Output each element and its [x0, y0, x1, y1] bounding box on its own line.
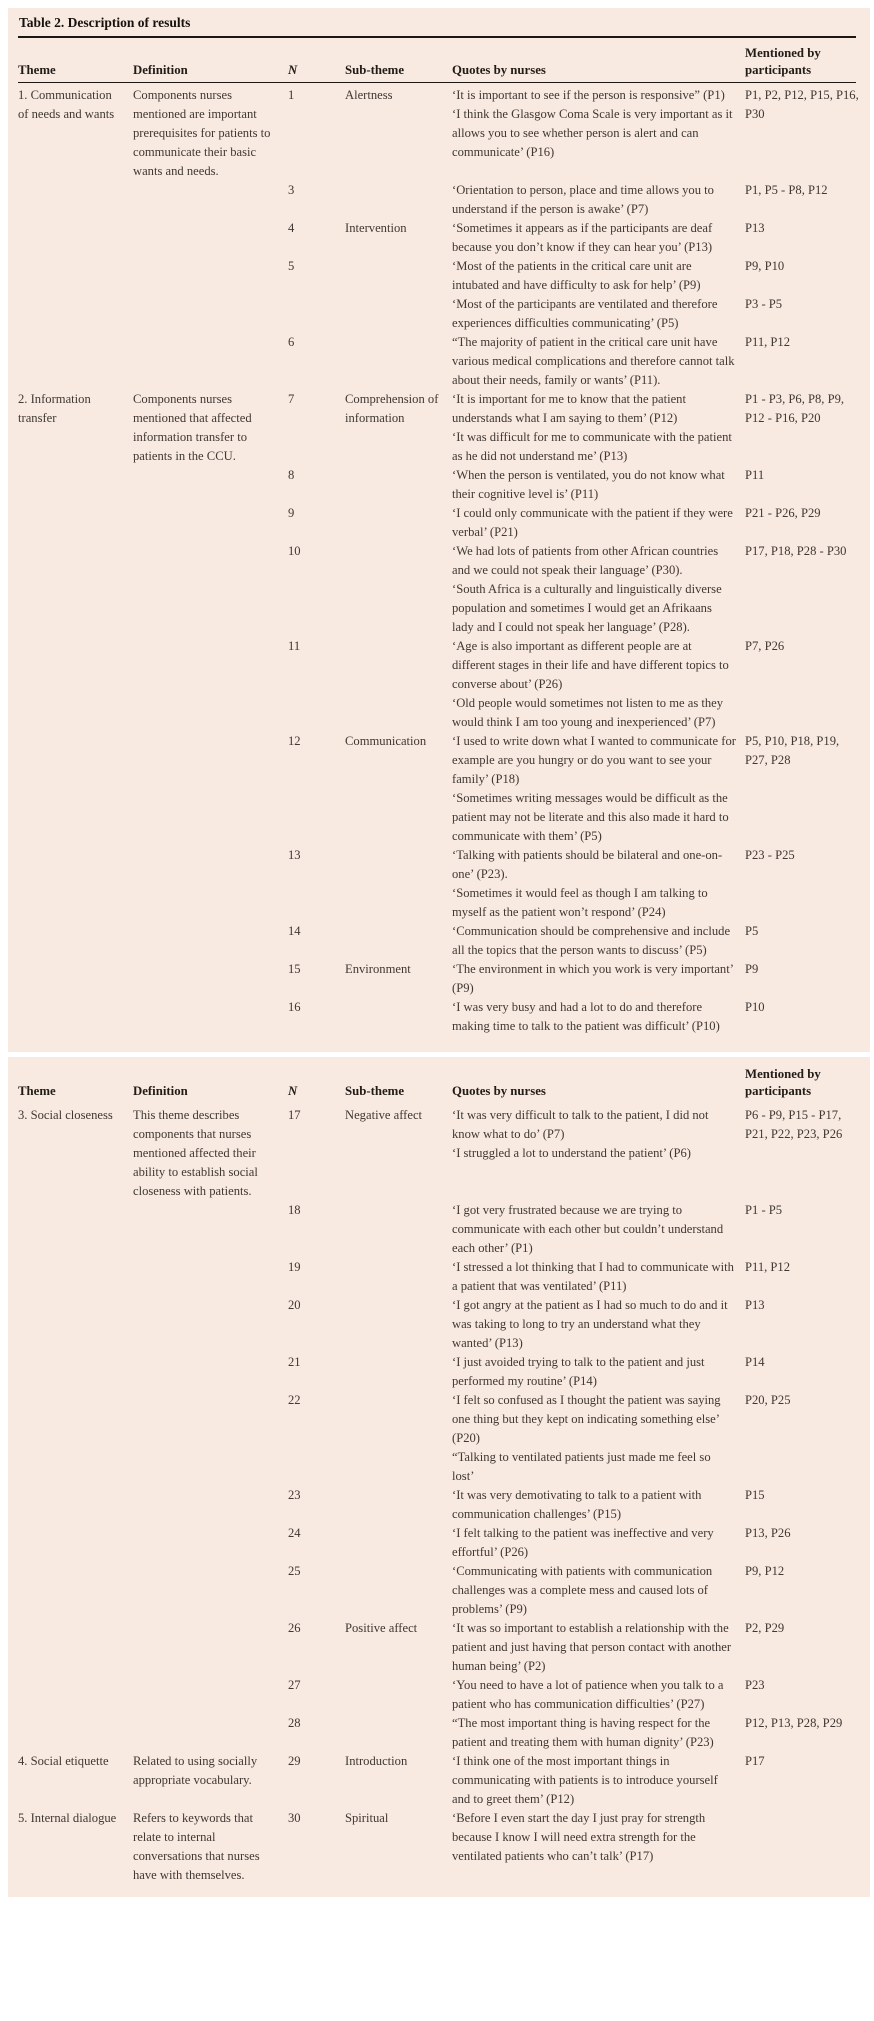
quote-text: “The most important thing is having respect for the patient and treating them with human dignity’ (P23) — [452, 1716, 714, 1749]
quote-text: “Talking to ventilated patients just made me feel so lost’ — [452, 1450, 711, 1483]
table-row — [18, 732, 862, 846]
cell-mentioned: P23 — [745, 1678, 765, 1692]
cell-mentioned: P9, P12 — [745, 1564, 785, 1578]
cell-n: 28 — [288, 1716, 301, 1730]
cell-quotes — [452, 1258, 745, 1296]
cell-quotes — [452, 1562, 745, 1619]
cell-mentioned: P11, P12 — [745, 1260, 791, 1274]
table-body-1 — [18, 83, 862, 1036]
quote-text: ‘Orientation to person, place and time allows you to understand if the person is awake’ (P7) — [452, 183, 714, 216]
cell-quotes — [452, 846, 745, 922]
cell-subtheme: Introduction — [345, 1754, 408, 1768]
column-header-definition: Definition — [133, 63, 188, 77]
cell-n: 22 — [288, 1393, 301, 1407]
quote-text: ‘Most of the participants are ventilated and therefore experiences difficulties communicating’ (P5) — [452, 297, 718, 330]
cell-mentioned: P13 — [745, 221, 765, 235]
cell-mentioned: P1, P5 - P8, P12 — [745, 183, 828, 197]
cell-mentioned: P11 — [745, 468, 765, 482]
table-row — [18, 1809, 862, 1885]
cell-definition: Refers to keywords that relate to internal conversations that nurses have with themselves. — [133, 1811, 260, 1882]
table-row — [18, 1524, 862, 1562]
cell-quotes — [452, 86, 745, 162]
table-row — [18, 846, 862, 922]
cell-mentioned: P20, P25 — [745, 1393, 791, 1407]
table-row — [18, 1106, 862, 1201]
cell-definition: Components nurses mentioned that affected information transfer to patients in the CCU. — [133, 392, 252, 463]
table-header-2 — [18, 1059, 856, 1103]
cell-subtheme: Environment — [345, 962, 411, 976]
cell-n: 10 — [288, 544, 301, 558]
cell-quotes — [452, 504, 745, 542]
table-panel-1 — [8, 8, 870, 1052]
cell-n: 13 — [288, 848, 301, 862]
cell-theme: 3. Social closeness — [18, 1108, 113, 1122]
quote-text: ‘It was very difficult to talk to the patient, I did not know what to do’ (P7) — [452, 1108, 709, 1141]
cell-quotes — [452, 1353, 745, 1391]
cell-subtheme: Positive affect — [345, 1621, 418, 1635]
cell-n: 8 — [288, 468, 295, 482]
table-row — [18, 466, 862, 504]
quote-text: ‘I could only communicate with the patient if they were verbal’ (P21) — [452, 506, 733, 539]
table-title: Table 2. Description of results — [18, 12, 856, 38]
quote-text: ‘I felt talking to the patient was ineffective and very effortful’ (P26) — [452, 1526, 714, 1559]
cell-subtheme: Intervention — [345, 221, 407, 235]
cell-n: 9 — [288, 506, 295, 520]
cell-mentioned: P1, P2, P12, P15, P16, P30 — [745, 88, 859, 121]
quote-text: ‘I stressed a lot thinking that I had to communicate with a patient that was ventilated’ (P11) — [452, 1260, 734, 1293]
cell-n: 4 — [288, 221, 295, 235]
table-row — [18, 181, 862, 219]
quote-text: ‘I think one of the most important things in communicating with patients is to introduce yourself and to greet them’ (P12) — [452, 1754, 718, 1806]
table-row — [18, 504, 862, 542]
quote-text: ‘It is important for me to know that the patient understands what I am saying to them’ (P12) — [452, 392, 686, 425]
cell-quotes — [452, 295, 745, 333]
cell-n: 11 — [288, 639, 301, 653]
column-header-subtheme: Sub-theme — [345, 63, 405, 77]
column-header-n: N — [288, 63, 298, 77]
quote-text: ‘Communicating with patients with communication challenges was a complete mess and caused lots of problems’ (P9) — [452, 1564, 713, 1616]
cell-quotes — [452, 1524, 745, 1562]
table-row — [18, 1486, 862, 1524]
cell-quotes — [452, 219, 745, 257]
table-row — [18, 998, 862, 1036]
cell-definition: Components nurses mentioned are important prerequisites for patients to communicate their basic wants and needs. — [133, 88, 271, 178]
cell-mentioned: P13, P26 — [745, 1526, 791, 1540]
cell-quotes — [452, 1619, 745, 1676]
quote-text: ‘South Africa is a culturally and linguistically diverse population and sometimes I would get an Afrikaans lady and I could not speak her language’ (P28). — [452, 582, 722, 634]
cell-n: 19 — [288, 1260, 301, 1274]
cell-subtheme: Communication — [345, 734, 427, 748]
cell-theme: 1. Communication of needs and wants — [18, 88, 115, 121]
cell-quotes — [452, 1296, 745, 1353]
column-header-quotes: Quotes by nurses — [452, 63, 546, 77]
table-row — [18, 1353, 862, 1391]
table-row — [18, 295, 862, 333]
cell-n: 7 — [288, 392, 295, 406]
cell-quotes — [452, 1676, 745, 1714]
cell-n: 27 — [288, 1678, 301, 1692]
table-row — [18, 1619, 862, 1676]
quote-text: ‘I struggled a lot to understand the patient’ (P6) — [452, 1146, 691, 1160]
quote-text: ‘I felt so confused as I thought the patient was saying one thing but they kept on indicating something else’ (P20) — [452, 1393, 721, 1445]
cell-quotes — [452, 1201, 745, 1258]
quote-text: ‘Age is also important as different people are at different stages in their life and have different topics to converse about’ (P26) — [452, 639, 729, 691]
cell-n: 29 — [288, 1754, 301, 1768]
cell-n: 26 — [288, 1621, 301, 1635]
cell-mentioned: P21 - P26, P29 — [745, 506, 821, 520]
cell-n: 5 — [288, 259, 295, 273]
cell-mentioned: P1 - P5 — [745, 1203, 783, 1217]
cell-theme: 5. Internal dialogue — [18, 1811, 117, 1825]
cell-n: 17 — [288, 1108, 301, 1122]
column-header-theme: Theme — [18, 1084, 56, 1098]
table-header-1 — [18, 38, 856, 83]
cell-n: 1 — [288, 88, 295, 102]
quote-text: ‘I got angry at the patient as I had so much to do and it was taking to long to try an understand what they wanted’ (P13) — [452, 1298, 728, 1350]
table-row — [18, 219, 862, 257]
cell-quotes — [452, 390, 745, 466]
cell-n: 18 — [288, 1203, 301, 1217]
cell-quotes — [452, 466, 745, 504]
quote-text: ‘It was very demotivating to talk to a patient with communication challenges’ (P15) — [452, 1488, 702, 1521]
cell-mentioned: P14 — [745, 1355, 765, 1369]
cell-mentioned: P1 - P3, P6, P8, P9, P12 - P16, P20 — [745, 392, 845, 425]
quote-text: ‘I just avoided trying to talk to the patient and just performed my routine’ (P14) — [452, 1355, 705, 1388]
cell-mentioned: P6 - P9, P15 - P17, P21, P22, P23, P26 — [745, 1108, 843, 1141]
table-row — [18, 1296, 862, 1353]
cell-subtheme: Comprehension of information — [345, 392, 439, 425]
table-row — [18, 1676, 862, 1714]
cell-subtheme: Alertness — [345, 88, 393, 102]
cell-quotes — [452, 1391, 745, 1486]
cell-quotes — [452, 998, 745, 1036]
quote-text: ‘I got very frustrated because we are trying to communicate with each other but couldn’t understand each other’ (P1) — [452, 1203, 724, 1255]
table-row — [18, 1201, 862, 1258]
cell-mentioned: P5, P10, P18, P19, P27, P28 — [745, 734, 840, 767]
table-row — [18, 960, 862, 998]
cell-subtheme: Spiritual — [345, 1811, 389, 1825]
quote-text: ‘It was difficult for me to communicate with the patient as he did not understand me’ (P13) — [452, 430, 732, 463]
cell-n: 30 — [288, 1811, 301, 1825]
cell-quotes — [452, 542, 745, 637]
cell-quotes — [452, 732, 745, 846]
quote-text: ‘It was so important to establish a relationship with the patient and just having that person contact with another human being’ (P2) — [452, 1621, 732, 1673]
cell-quotes — [452, 1486, 745, 1524]
cell-theme: 4. Social etiquette — [18, 1754, 109, 1768]
table-panel-2 — [8, 1057, 870, 1897]
cell-mentioned: P12, P13, P28, P29 — [745, 1716, 843, 1730]
quote-text: “The majority of patient in the critical care unit have various medical complications and therefore cannot talk about their needs, family or wants’ (P11). — [452, 335, 735, 387]
quote-text: ‘Sometimes it would feel as though I am talking to myself as the patient won’t respond’ (P24) — [452, 886, 708, 919]
cell-quotes — [452, 1106, 745, 1163]
cell-mentioned: P11, P12 — [745, 335, 791, 349]
cell-subtheme: Negative affect — [345, 1108, 423, 1122]
cell-theme: 2. Information transfer — [18, 392, 91, 425]
column-header-subtheme: Sub-theme — [345, 1084, 405, 1098]
table-row — [18, 1258, 862, 1296]
quote-text: ‘Communication should be comprehensive and include all the topics that the person wants to discuss’ (P5) — [452, 924, 731, 957]
quote-text: ‘Sometimes writing messages would be difficult as the patient may not be literate and this also made it hard to communicate with them’ (P5) — [452, 791, 729, 843]
cell-mentioned: P2, P29 — [745, 1621, 785, 1635]
cell-mentioned: P3 - P5 — [745, 297, 783, 311]
table-row — [18, 637, 862, 732]
table-row — [18, 1752, 862, 1809]
cell-quotes — [452, 181, 745, 219]
cell-quotes — [452, 333, 745, 390]
cell-n: 3 — [288, 183, 295, 197]
cell-n: 15 — [288, 962, 301, 976]
quote-text: ‘The environment in which you work is very important’ (P9) — [452, 962, 733, 995]
quote-text: ‘Sometimes it appears as if the participants are deaf because you don’t know if they can hear you’ (P13) — [452, 221, 713, 254]
results-table-page — [0, 8, 874, 1897]
quote-text: ‘We had lots of patients from other African countries and we could not speak their language’ (P30). — [452, 544, 719, 577]
cell-n: 16 — [288, 1000, 301, 1014]
cell-definition: Related to using socially appropriate vocabulary. — [133, 1754, 258, 1787]
quote-text: ‘I used to write down what I wanted to communicate for example are you hungry or do you want to see your family’ (P18) — [452, 734, 736, 786]
cell-mentioned: P17 — [745, 1754, 765, 1768]
cell-n: 20 — [288, 1298, 301, 1312]
cell-mentioned: P23 - P25 — [745, 848, 795, 862]
table-row — [18, 333, 862, 390]
cell-quotes — [452, 1752, 745, 1809]
cell-n: 6 — [288, 335, 295, 349]
cell-quotes — [452, 637, 745, 732]
column-header-n: N — [288, 1084, 298, 1098]
cell-definition: This theme describes components that nurses mentioned affected their ability to establish social closeness with patients. — [133, 1108, 258, 1198]
cell-quotes — [452, 960, 745, 998]
cell-n: 14 — [288, 924, 301, 938]
table-row — [18, 1714, 862, 1752]
quote-text: ‘Before I even start the day I just pray for strength because I know I will need extra strength for the ventilated patients who can’t talk’ (P17) — [452, 1811, 706, 1863]
cell-mentioned: P9, P10 — [745, 259, 785, 273]
cell-mentioned: P15 — [745, 1488, 765, 1502]
column-header-quotes: Quotes by nurses — [452, 1084, 546, 1098]
quote-text: ‘Talking with patients should be bilateral and one-on-one’ (P23). — [452, 848, 723, 881]
quote-text: ‘I was very busy and had a lot to do and therefore making time to talk to the patient was difficult’ (P10) — [452, 1000, 720, 1033]
cell-mentioned: P5 — [745, 924, 759, 938]
cell-quotes — [452, 922, 745, 960]
cell-n: 23 — [288, 1488, 301, 1502]
table-body-2 — [18, 1103, 862, 1885]
table-row — [18, 86, 862, 181]
cell-mentioned: P17, P18, P28 - P30 — [745, 544, 847, 558]
cell-n: 25 — [288, 1564, 301, 1578]
quote-text: ‘When the person is ventilated, you do not know what their cognitive level is’ (P11) — [452, 468, 725, 501]
table-row — [18, 542, 862, 637]
column-header-mentioned: Mentioned by participants — [745, 46, 821, 77]
quote-text: ‘I think the Glasgow Coma Scale is very important as it allows you to see whether person is alert and can communicate’ (P16) — [452, 107, 733, 159]
table-row — [18, 922, 862, 960]
cell-mentioned: P13 — [745, 1298, 765, 1312]
quote-text: ‘You need to have a lot of patience when you talk to a patient who has communication difficulties’ (P27) — [452, 1678, 724, 1711]
column-header-mentioned: Mentioned by participants — [745, 1067, 821, 1098]
cell-n: 21 — [288, 1355, 301, 1369]
table-row — [18, 1562, 862, 1619]
table-row — [18, 1391, 862, 1486]
cell-quotes — [452, 257, 745, 295]
cell-quotes — [452, 1809, 745, 1866]
table-row — [18, 390, 862, 466]
quote-text: ‘Most of the patients in the critical care unit are intubated and have difficulty to ask for help’ (P9) — [452, 259, 701, 292]
column-header-definition: Definition — [133, 1084, 188, 1098]
cell-n: 24 — [288, 1526, 301, 1540]
cell-mentioned: P7, P26 — [745, 639, 785, 653]
cell-n: 12 — [288, 734, 301, 748]
column-header-theme: Theme — [18, 63, 56, 77]
quote-text: ‘It is important to see if the person is responsive” (P1) — [452, 88, 725, 102]
table-row — [18, 257, 862, 295]
quote-text: ‘Old people would sometimes not listen to me as they would think I am too young and inexperienced’ (P7) — [452, 696, 724, 729]
cell-mentioned: P10 — [745, 1000, 765, 1014]
cell-quotes — [452, 1714, 745, 1752]
cell-mentioned: P9 — [745, 962, 759, 976]
